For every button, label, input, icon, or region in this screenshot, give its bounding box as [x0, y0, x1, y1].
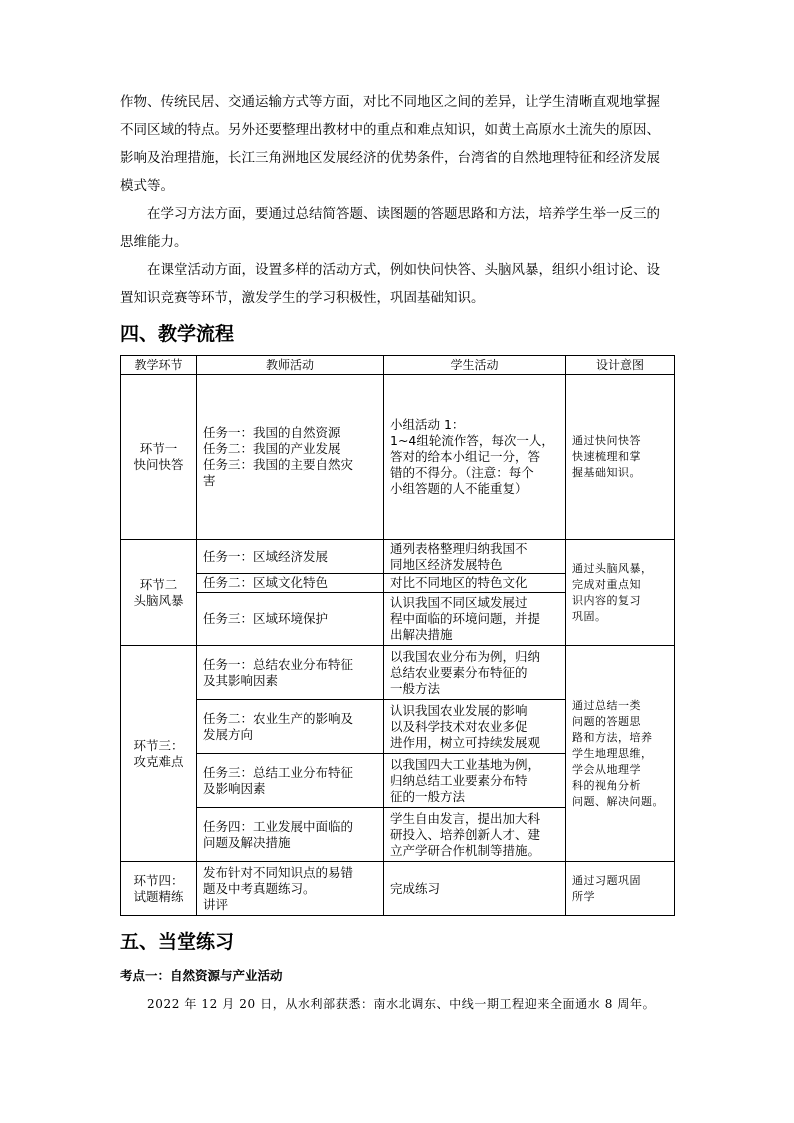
teaching-flow-table: [120, 355, 675, 916]
stage-3-teacher-3: [197, 754, 384, 808]
section-5-heading: 五、当堂练习: [120, 931, 235, 953]
cell-line: 任务二：我国的产业发展: [203, 441, 341, 456]
stage-1-design: [566, 375, 675, 540]
stage-3-name: [121, 646, 197, 862]
cell-line: 学生自由发言，提出加大科: [390, 810, 541, 826]
cell-line: 归纳总结工业要素分布特: [390, 772, 528, 788]
header-stage: 教学环节: [121, 356, 197, 375]
cell-line: 及影响因素: [203, 780, 266, 796]
stage-4-teacher: [197, 862, 384, 916]
text-line: 影响及治理措施，长江三角洲地区发展经济的优势条件，台湾省的自然地理特征和经济发展: [120, 150, 660, 166]
stage-2-design: [566, 540, 675, 646]
cell-line: 任务三：区域环境保护: [203, 611, 329, 626]
cell-line: 环节二: [139, 576, 178, 592]
cell-line: 试题精练: [133, 888, 184, 904]
stage-3-student-1: [384, 646, 566, 700]
cell-line: 任务四：工业发展中面临的: [203, 818, 354, 834]
stage-3-student-2: [384, 700, 566, 754]
intro-paragraph-3: [120, 256, 680, 312]
cell-line: 立产学研合作机制等措施。: [390, 842, 541, 858]
stage-4-name: [121, 862, 197, 916]
exercise-text: 2022 年 12 月 20 日，从水利部获悉：南水北调东、中线一期工程迎来全面通水 8 周年。: [147, 997, 656, 1011]
cell-line: 握基础知识。: [572, 466, 641, 479]
cell-line: 任务一：区域经济发展: [203, 548, 329, 564]
cell-line: 任务一：总结农业分布特征: [203, 656, 354, 672]
cell-line: 答对的给本小组记一分，答: [390, 449, 541, 464]
cell-line: 对比不同地区的特色文化: [390, 575, 528, 590]
stage-2-teacher-1: [197, 540, 384, 574]
cell-line: 头脑风暴: [133, 592, 184, 608]
cell-line: 题及中考真题练习。: [203, 880, 316, 896]
cell-line: 程中面临的环境问题，并提: [390, 611, 541, 626]
cell-line: 科的视角分析: [572, 778, 641, 792]
stage-3-teacher-1: [197, 646, 384, 700]
cell-line: 问题、解决问题。: [572, 794, 664, 808]
stage-3-student-3: [384, 754, 566, 808]
cell-line: 发展方向: [203, 726, 254, 742]
cell-line: 问题的答题思: [572, 714, 641, 728]
stage-2-name: [121, 540, 197, 646]
cell-line: 害: [203, 473, 216, 488]
stage-1-student: [384, 375, 566, 540]
cell-line: 任务二：区域文化特色: [203, 575, 329, 590]
stage-3-design: [566, 646, 675, 862]
stage-2-student-3: [384, 593, 566, 646]
cell-line: 以及科学技术对农业多促: [390, 718, 528, 734]
text-line: 思维能力。: [120, 234, 188, 250]
header-student: 学生活动: [384, 356, 566, 375]
cell-line: 小组答题的人不能重复）: [390, 481, 528, 496]
stage-1-teacher: [197, 375, 384, 540]
cell-line: 通过习题巩固: [572, 873, 641, 887]
text-line: 作物、传统民居、交通运输方式等方面，对比不同地区之间的差异，让学生清晰直观地掌握: [120, 94, 660, 110]
stage-3-student-4: [384, 808, 566, 862]
text-line: 模式等。: [120, 178, 174, 194]
stage-3-teacher-4: [197, 808, 384, 862]
cell-line: 攻克难点: [133, 753, 184, 769]
cell-line: 巩固。: [572, 609, 607, 623]
stage-2-teacher-3: [197, 593, 384, 646]
cell-line: 1~4组轮流作答，每次一人，: [390, 433, 554, 448]
cell-line: 任务二：农业生产的影响及: [203, 710, 354, 726]
table-row: [121, 862, 675, 916]
stage-1-name: [121, 375, 197, 540]
cell-line: 以我国四大工业基地为例，: [390, 756, 541, 772]
cell-line: 环节一: [139, 441, 178, 456]
cell-line: 环节四：: [133, 872, 184, 888]
cell-line: 通过总结一类: [572, 698, 641, 712]
cell-line: 完成练习: [390, 880, 441, 896]
cell-line: 快速梳理和掌: [572, 450, 641, 463]
cell-line: 任务三：总结工业分布特征: [203, 764, 354, 780]
cell-line: 总结农业要素分布特征的: [390, 664, 528, 680]
cell-line: 任务三：我国的主要自然灾: [203, 457, 354, 472]
cell-line: 以我国农业分布为例，归纳: [390, 648, 541, 664]
stage-2-student-1: [384, 540, 566, 574]
cell-line: 及其影响因素: [203, 672, 279, 688]
intro-paragraph-1: [120, 88, 680, 200]
cell-line: 认识我国不同区域发展过: [390, 595, 528, 610]
cell-line: 通过头脑风暴，: [572, 561, 653, 575]
table-header-row: [121, 356, 675, 375]
stage-4-student: [384, 862, 566, 916]
section-4-heading: 四、教学流程: [120, 323, 235, 345]
cell-line: 通列表格整理归纳我国不: [390, 540, 528, 556]
cell-line: 问题及解决措施: [203, 834, 291, 850]
stage-4-design: [566, 862, 675, 916]
cell-line: 讲评: [203, 896, 229, 912]
cell-line: 出解决措施: [390, 627, 453, 642]
cell-line: 完成对重点知: [572, 577, 641, 591]
header-teacher: 教师活动: [197, 356, 384, 375]
text-line: 不同区域的特点。另外还要整理出教材中的重点和难点知识，如黄土高原水土流失的原因、: [120, 122, 660, 138]
text-line: 置知识竞赛等环节，激发学生的学习积极性，巩固基础知识。: [120, 290, 485, 306]
cell-line: 快问快答: [133, 457, 184, 472]
table-row: [121, 540, 675, 574]
cell-line: 错的不得分。（注意：每个: [390, 465, 534, 480]
stage-3-teacher-2: [197, 700, 384, 754]
cell-line: 学生地理思维，: [572, 746, 653, 760]
stage-2-teacher-2: [197, 574, 384, 593]
cell-line: 小组活动 1：: [390, 417, 465, 432]
cell-line: 同地区经济发展特色: [390, 556, 503, 572]
cell-line: 通过快问快答: [572, 434, 641, 447]
intro-paragraph-2: [120, 200, 680, 256]
cell-line: 环节三：: [133, 737, 184, 753]
cell-line: 任务一：我国的自然资源: [203, 425, 341, 440]
table-row: [121, 375, 675, 540]
exam-point-heading: 考点一：自然资源与产业活动: [120, 968, 283, 983]
text-line: 在学习方法方面，要通过总结简答题、读图题的答题思路和方法，培养学生举一反三的: [147, 206, 660, 222]
cell-line: 识内容的复习: [572, 593, 641, 607]
cell-line: 征的一般方法: [390, 788, 466, 804]
cell-line: 认识我国农业发展的影响: [390, 702, 528, 718]
text-line: 在课堂活动方面，设置多样的活动方式，例如快问快答、头脑风暴，组织小组讨论、设: [147, 262, 660, 278]
table-row: [121, 646, 675, 700]
stage-2-student-2: [384, 574, 566, 593]
cell-line: 发布针对不同知识点的易错: [203, 864, 354, 880]
cell-line: 研投入、培养创新人才、建: [390, 826, 541, 842]
cell-line: 一般方法: [390, 680, 441, 696]
cell-line: 所学: [572, 889, 595, 903]
header-design: 设计意图: [566, 356, 675, 375]
cell-line: 路和方法，培养: [572, 730, 653, 744]
cell-line: 学会从地理学: [572, 762, 641, 776]
cell-line: 进作用，树立可持续发展观: [390, 734, 541, 750]
